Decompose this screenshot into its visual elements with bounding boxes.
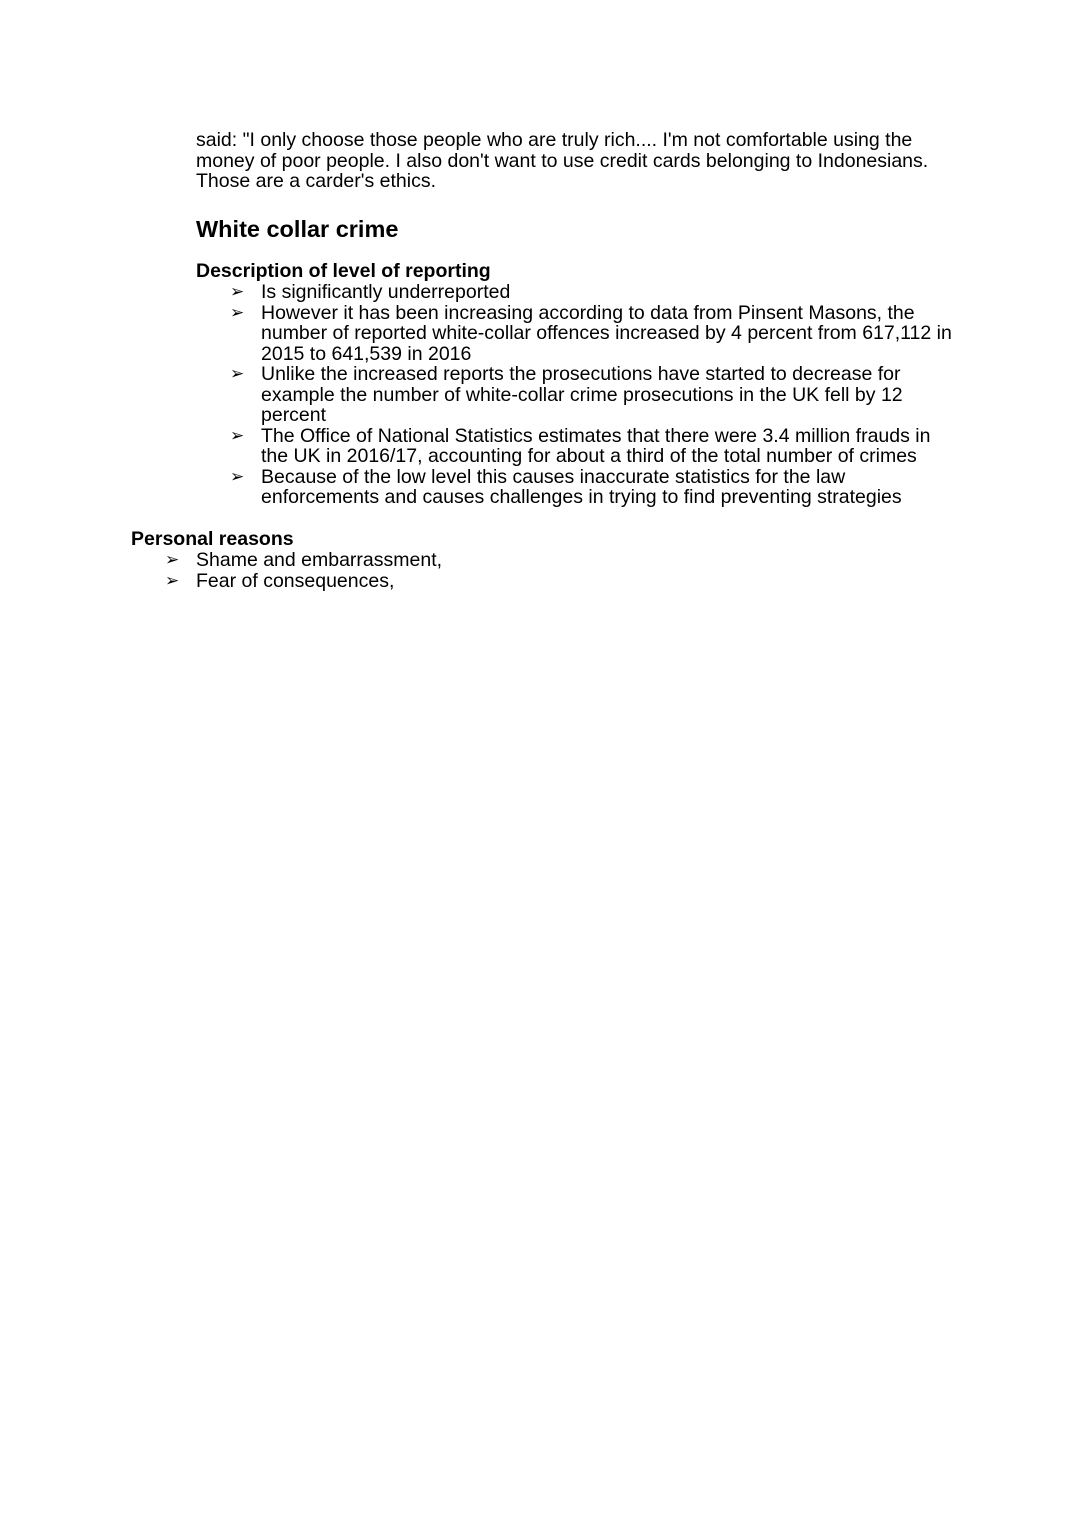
list-item-text: Fear of consequences, [196,569,395,592]
arrow-bullet-icon: ➢ [230,425,245,445]
arrow-bullet-icon: ➢ [165,570,180,590]
list-item [165,549,796,571]
section-title: White collar crime [196,216,399,242]
list-item [230,465,961,508]
list-item [230,301,961,365]
list-item [165,569,796,592]
list-item [230,424,961,467]
intro-paragraph: said: "I only choose those people who are truly rich.... I'm not comfortable using the money of poor people. I also don't want to use credit cards belonging to Indonesians. Those are a carder's ethics. [196,129,929,192]
personal-reasons-list [165,549,796,592]
arrow-bullet-icon: ➢ [230,302,245,322]
arrow-bullet-icon: ➢ [230,282,245,301]
list-item [230,363,961,426]
arrow-bullet-icon: ➢ [230,364,245,383]
list-item [230,281,961,303]
personal-reasons-title: Personal reasons [131,528,294,550]
list-item-text: Unlike the increased reports the prosecutions have started to decrease for example the number of white-collar crime prosecutions in the UK fell by 12 percent [261,363,903,426]
list-item-text: However it has been increasing according to data from Pinsent Masons, the number of reported white-collar offences increased by 4 percent from 617,112 in 2015 to 641,539 in 2016 [261,301,952,365]
list-item-text: Shame and embarrassment, [196,549,443,571]
subsection-title: Description of level of reporting [196,260,491,282]
arrow-bullet-icon: ➢ [165,550,180,569]
reporting-list [230,281,961,508]
list-item-text: Because of the low level this causes inaccurate statistics for the law enforcements and causes challenges in trying to find preventing strategies [261,465,902,508]
arrow-bullet-icon: ➢ [230,466,245,486]
list-item-text: The Office of National Statistics estimates that there were 3.4 million frauds in the UK in 2016/17, accounting for about a third of the total number of crimes [261,424,931,467]
list-item-text: Is significantly underreported [261,281,511,303]
